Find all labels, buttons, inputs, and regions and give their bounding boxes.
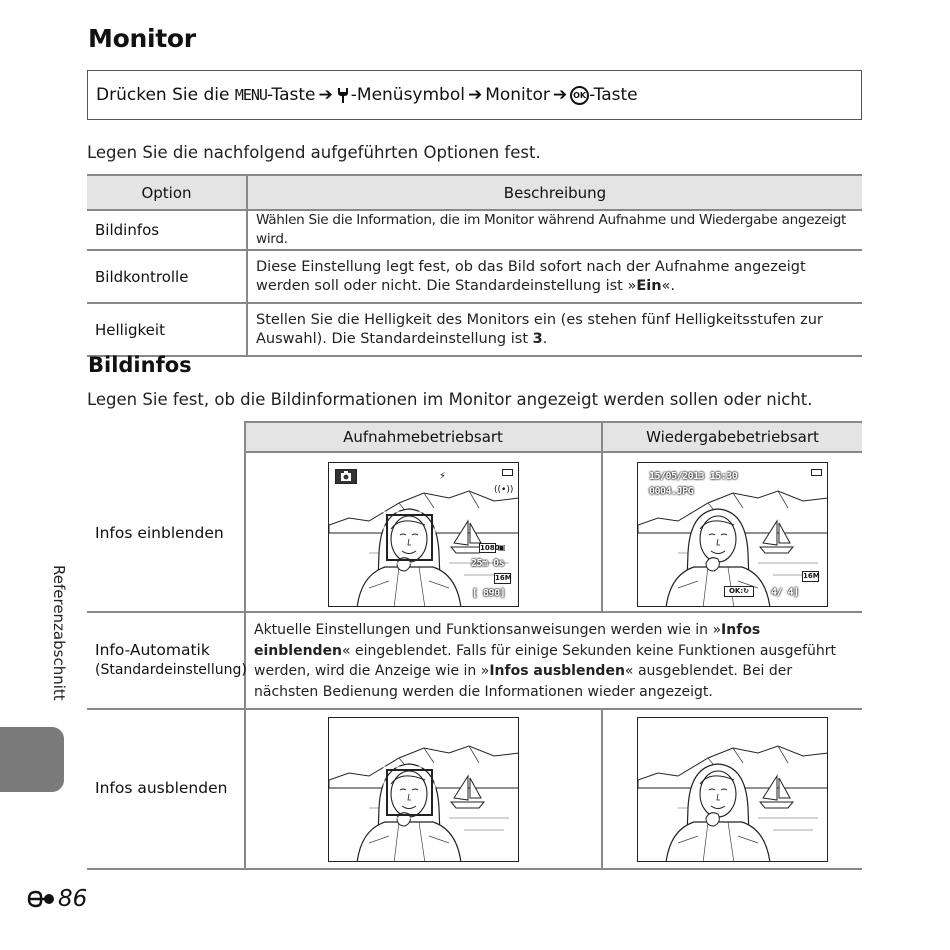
desc-text: « eingeblendet. Falls für einige Sekunden keine Funktionen ausgeführt werden, wird die Anzeige wie in » — [254, 642, 837, 679]
vibration-reduction-icon: ((•)) — [494, 485, 514, 495]
sidebar-label: Referenzabschnitt — [50, 565, 68, 701]
divider — [87, 611, 862, 613]
option-description: Wählen Sie die Information, die im Monitor während Aufnahme und Wiedergabe angezeigt wird. — [247, 210, 862, 250]
page-number-text: 86 — [58, 886, 88, 912]
option-description — [247, 303, 862, 356]
desc-text: Stellen Sie die Helligkeit des Monitors ein (es stehen fünf Helligkeitsstufen zur Auswahl). Die Standardeinstellung ist — [256, 311, 823, 347]
desc-text: «. — [661, 277, 676, 294]
divider — [87, 868, 862, 870]
col-header-playback: Wiedergabebetriebsart — [603, 421, 862, 453]
row-label-auto: Info-Automatik — [95, 641, 210, 659]
option-name: Bildinfos — [87, 210, 247, 250]
reference-icon — [27, 890, 55, 908]
col-header-option: Option — [87, 175, 247, 210]
page-number — [27, 886, 87, 912]
date-time: 15/05/2013 15:30 — [649, 471, 738, 482]
desc-bold: Ein — [636, 277, 662, 294]
arrow-right-icon: ➔ — [552, 85, 568, 105]
desc-text: . — [542, 330, 548, 347]
desc-bold: Infos einblenden — [254, 622, 761, 659]
col-header-shooting: Aufnahmebetriebsart — [245, 421, 601, 453]
option-name: Bildkontrolle — [87, 250, 247, 303]
menu-key-suffix: -Taste — [266, 85, 316, 105]
row-label-hide: Infos ausblenden — [95, 779, 228, 797]
intro-text: Legen Sie die nachfolgend aufgeführten Optionen fest. — [87, 143, 541, 162]
row-label-show: Infos einblenden — [95, 524, 224, 542]
video-size-badge: 1080 — [480, 544, 500, 552]
ok-rotate-icon: OK:↻ — [724, 586, 754, 597]
option-name: Helligkeit — [87, 303, 247, 356]
menu-key-label: MENU — [234, 86, 267, 104]
desc-text: Diese Einstellung legt fest, ob das Bild sofort nach der Aufnahme angezeigt werden soll oder nicht. Die Standardeinstellung ist » — [256, 258, 806, 294]
table-row — [87, 250, 862, 303]
ok-key-suffix: -Taste — [589, 85, 638, 105]
recording-time: 25m 0s — [471, 558, 505, 569]
setup-menu-suffix: -Menüsymbol — [350, 85, 465, 105]
menu-path-prefix: Drücken Sie die — [96, 85, 230, 105]
wrench-icon — [336, 87, 350, 104]
arrow-right-icon: ➔ — [318, 85, 333, 105]
options-table — [87, 174, 862, 357]
desc-text: Aktuelle Einstellungen und Funktionsanweisungen werden wie in » — [254, 622, 722, 638]
divider — [244, 421, 246, 870]
section-tab — [0, 727, 64, 792]
section-title: Bildinfos — [88, 353, 192, 377]
divider — [87, 708, 862, 710]
divider — [601, 421, 603, 611]
playback-screen-info — [637, 462, 828, 607]
flash-off-icon: ⚡ — [439, 471, 447, 482]
remaining-exposures: [ 890] — [472, 588, 506, 599]
menu-path-box — [87, 70, 862, 120]
page-title: Monitor — [88, 24, 196, 53]
battery-icon — [811, 469, 822, 476]
file-name: 0004.JPG — [649, 486, 694, 497]
image-size-badge: 16M — [803, 572, 820, 580]
desc-bold: 3 — [532, 330, 543, 347]
col-header-description: Beschreibung — [247, 175, 862, 210]
shooting-screen-info — [328, 462, 519, 607]
desc-bold: Infos ausblenden — [489, 663, 625, 679]
camera-mode-icon — [335, 469, 357, 484]
frame-counter: 4/ 4] — [771, 587, 799, 598]
ok-button-icon: OK — [570, 86, 589, 105]
table-row — [87, 210, 862, 250]
image-size-badge: 16M — [495, 574, 512, 582]
playback-screen-hidden — [637, 717, 828, 862]
row-label-auto-sub: (Standardeinstellung) — [95, 662, 247, 678]
option-description — [247, 250, 862, 303]
shooting-screen-hidden — [328, 717, 519, 862]
arrow-right-icon: ➔ — [467, 85, 483, 105]
section-intro: Legen Sie fest, ob die Bildinformationen im Monitor angezeigt werden sollen oder nicht. — [87, 390, 813, 409]
table-row — [87, 303, 862, 356]
menu-path-monitor: Monitor — [485, 85, 550, 105]
auto-description — [254, 620, 854, 702]
battery-icon — [502, 469, 513, 476]
movie-icon: ▣ — [498, 543, 506, 552]
desc-text: « ausgeblendet. Bei der nächsten Bedienung werden die Informationen wieder angezeigt. — [254, 663, 793, 700]
divider — [601, 708, 603, 870]
